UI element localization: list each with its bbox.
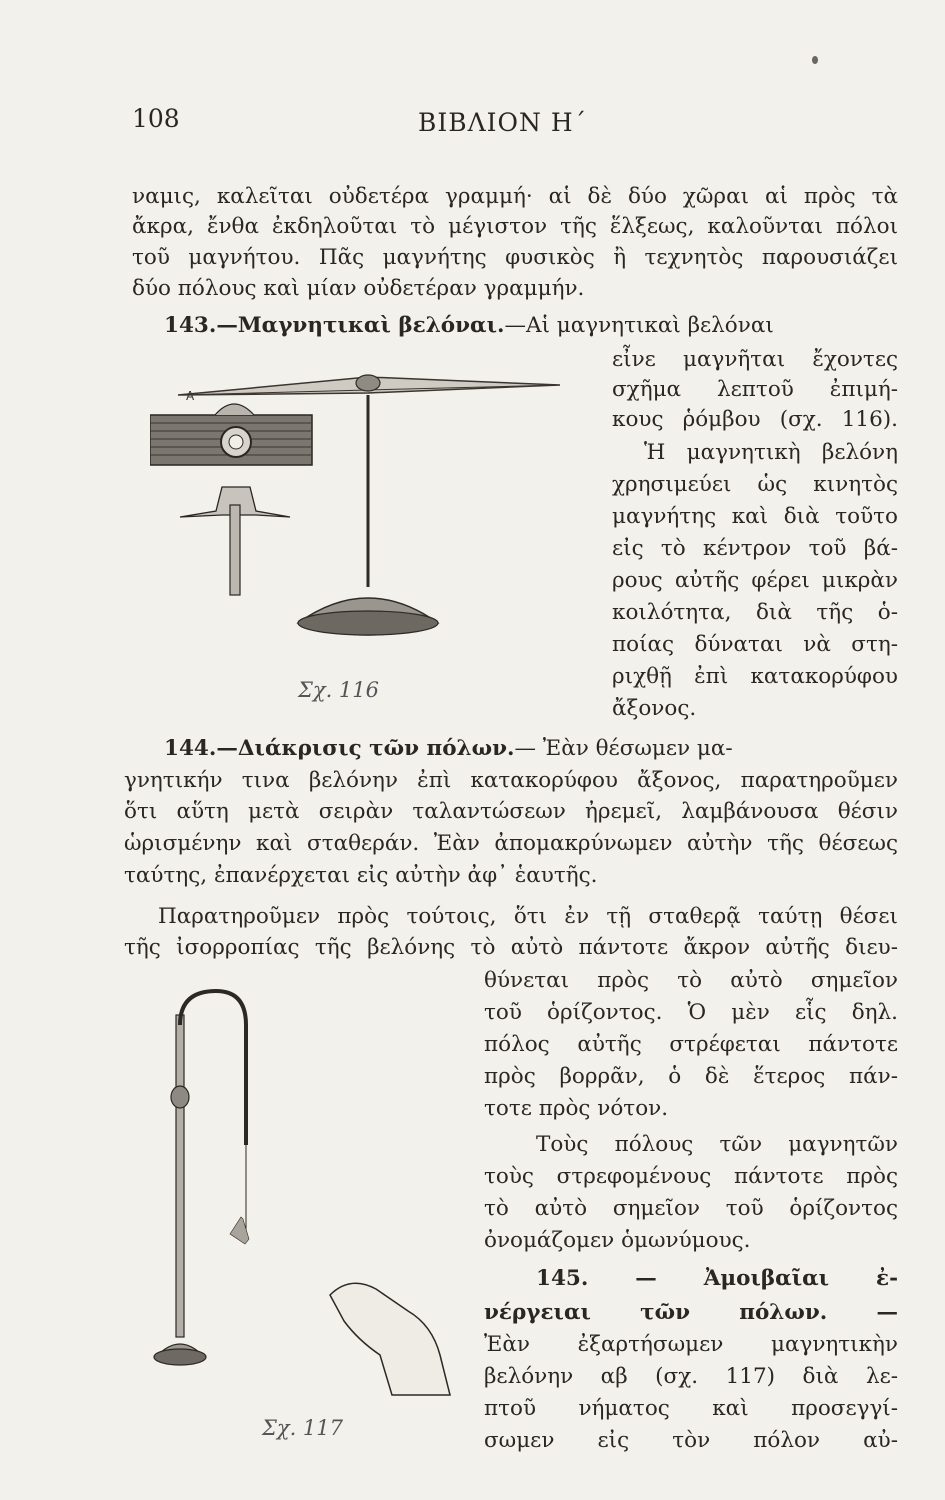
text-line: μαγνήτης καὶ διὰ τοῦτο [612,504,898,529]
figure-116-label-a: A [186,389,195,403]
text-line: εἰς τὸ κέντρον τοῦ βά- [612,536,898,561]
text-line: τῆς ἰσορροπίας τῆς βελόνης τὸ αὐτὸ πάντοτε ἄκρον αὐτῆς διευ- [124,935,898,960]
text-line: Ἐὰν ἐξαρτήσωμεν μαγνητικὴν [484,1332,898,1357]
stand-base-rim [154,1349,206,1365]
figure-116-magnetic-needle [150,355,570,695]
text-line: κους ῥόμβου (σχ. 116). [612,407,898,432]
hand [330,1283,450,1395]
figure-117-suspended-needle [140,985,470,1405]
section-145-heading-line2: νέργειαι τῶν πόλων. — [484,1300,898,1325]
text-line: δύο πόλους καὶ μίαν οὐδετέραν γραμμήν. [132,276,585,301]
text-line: ποίας δύναται νὰ στη- [612,632,898,657]
text-line: πόλος αὐτῆς στρέφεται πάντοτε [484,1032,898,1057]
page-header [0,104,945,144]
text-line: πρὸς βορρᾶν, ὁ δὲ ἕτερος πάν- [484,1064,898,1089]
text-line: πτοῦ νήματος καὶ προσεγγί- [484,1396,898,1421]
text-line: ὅτι αὕτη μετὰ σειρὰν ταλαντώσεων ἠρεμεῖ, λαμβάνουσα θέσιν [124,799,898,824]
stand-clamp [171,1086,189,1108]
text-line: τὸ αὐτὸ σημεῖον τοῦ ὁρίζοντος [484,1196,898,1221]
text-line: Τοὺς πόλους τῶν μαγνητῶν [536,1132,898,1157]
text-line: ἄκρα, ἔνθα ἐκδηλοῦται τὸ μέγιστον τῆς ἕλξεως, καλοῦνται πόλοι [132,214,898,239]
section-144-heading-line [164,734,898,764]
text-line: ναμις, καλεῖται οὐδετέρα γραμμή· αἱ δὲ δύο χῶραι αἱ πρὸς τὰ [132,184,898,209]
section-145-heading-line1: 145. — Ἀμοιβαῖαι ἐ- [536,1266,898,1291]
running-title: ΒΙΒΛΙΟΝ Η΄ [418,108,588,137]
text-line: εἶνε μαγνῆται ἔχοντες [612,347,898,372]
section-144-lead: — Ἐὰν θέσωμεν μα- [514,736,733,761]
text-line: τοτε πρὸς νότον. [484,1096,669,1121]
pivot-cap [356,375,380,391]
suspension-arm [180,991,246,1145]
text-line: κοιλότητα, διὰ τῆς ὁ- [612,600,898,625]
text-line: σωμεν εἰς τὸν πόλον αὐ- [484,1428,898,1453]
text-line: ταύτης, ἐπανέρχεται εἰς αὐτὴν ἀφ᾽ ἑαυτῆς. [124,863,598,888]
section-143-lead: —Αἱ μαγνητικαὶ βελόναι [504,313,774,338]
text-line: ὀνομάζομεν ὁμωνύμους. [484,1228,751,1253]
section-143-heading: 143.—Μαγνητικαὶ βελόναι. [164,313,505,338]
detail-cap-top [215,404,254,415]
section-144-heading: 144.—Διάκρισις τῶν πόλων. [164,736,515,761]
stand-rod [176,1015,184,1337]
text-line: ἄξονος. [612,696,697,721]
text-line: Ἡ μαγνητικὴ βελόνη [644,440,898,465]
text-line: θύνεται πρὸς τὸ αὐτὸ σημεῖον [484,968,898,993]
ink-speck [812,56,818,64]
text-line: τοῦ ὁρίζοντος. Ὁ μὲν εἷς δηλ. [484,1000,898,1025]
text-line: ρους αὐτῆς φέρει μικρὰν [612,568,898,593]
text-line: σχῆμα λεπτοῦ ἐπιμή- [612,377,898,402]
text-line: γνητικήν τινα βελόνην ἐπὶ κατακορύφου ἄξονος, παρατηροῦμεν [124,768,898,793]
detail-pin [230,505,240,595]
figure-116-caption: Σχ. 116 [298,678,380,702]
text-line: ριχθῇ ἐπὶ κατακορύφου [612,664,898,689]
text-line: τοὺς στρεφομένους πάντοτε πρὸς [484,1164,898,1189]
text-line: χρησιμεύει ὡς κινητὸς [612,472,898,497]
text-line: βελόνην αβ (σχ. 117) διὰ λε- [484,1364,898,1389]
figure-117-caption: Σχ. 117 [262,1416,344,1440]
stand-base-rim [298,611,438,635]
text-line: Παρατηροῦμεν πρὸς τούτοις, ὅτι ἐν τῇ σταθερᾷ ταύτῃ θέσει [158,904,898,929]
page-number: 108 [132,104,180,133]
section-143-heading-line [164,311,898,341]
detail-pivot-inner [229,435,243,449]
text-line: ὡρισμένην καὶ σταθεράν. Ἐὰν ἀπομακρύνωμεν αὐτὴν τῆς θέσεως [124,831,898,856]
text-line: τοῦ μαγνήτου. Πᾶς μαγνήτης φυσικὸς ἢ τεχνητὸς παρουσιάζει [132,245,898,270]
